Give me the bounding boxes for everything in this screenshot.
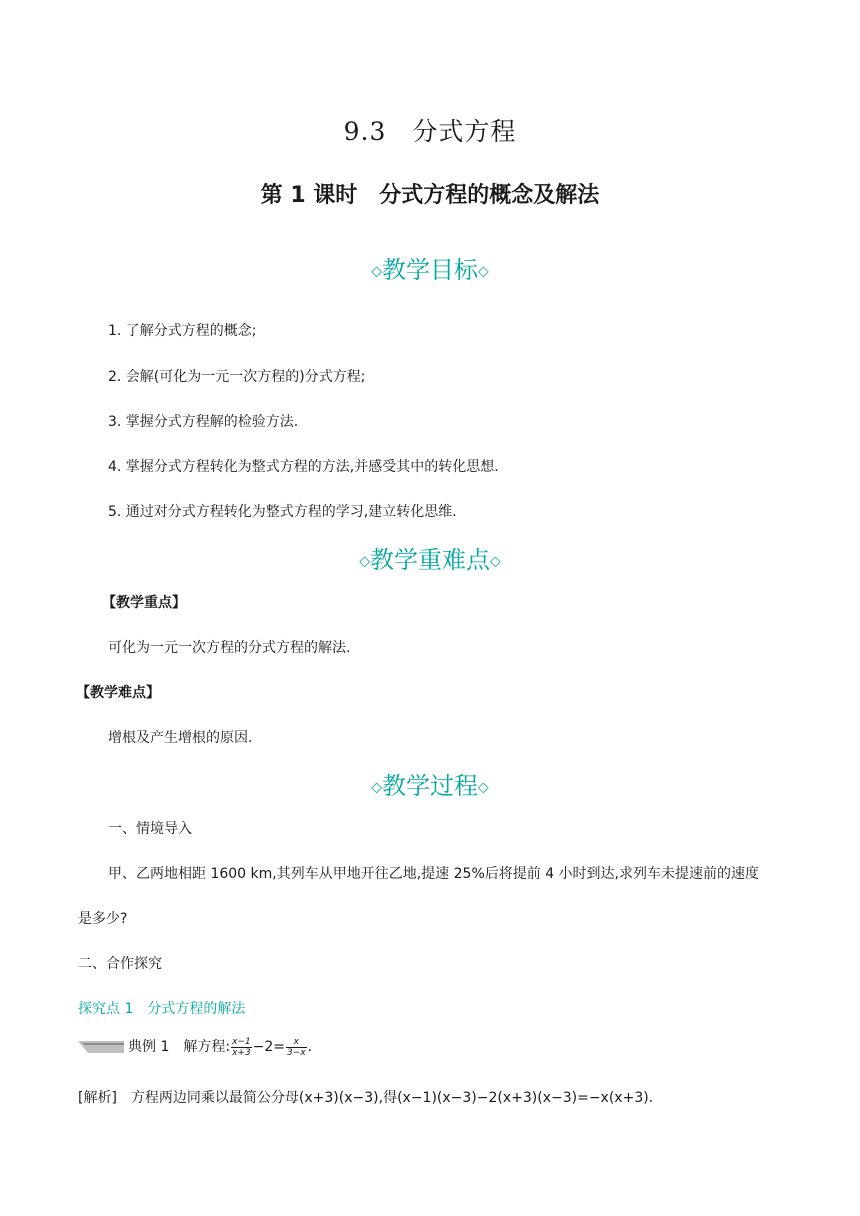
fraction [286,1037,307,1058]
diamond-icon: ◇ [490,553,501,570]
focus-label: 【教学重点】 [102,595,186,611]
example-label: 典例 1 解方程: [128,1039,231,1055]
objective-item: 2. 会解(可化为一元一次方程的)分式方程; [108,369,366,385]
diamond-icon: ◇ [478,263,489,280]
fraction-numerator: x [286,1037,307,1048]
difficulty-text: 增根及产生增根的原因. [108,730,253,746]
example-line [128,1036,312,1058]
section-heading-objectives [0,250,860,285]
section-title: 教学目标 [382,256,478,284]
diamond-icon: ◇ [478,779,489,796]
section-title: 教学过程 [382,772,478,800]
analysis-text: [解析] 方程两边同乘以最简公分母(x+3)(x−3),得(x−1)(x−3)−2(x+3)(x−3)=−x(x+3). [78,1090,654,1106]
diamond-icon: ◇ [371,779,382,796]
focus-text: 可化为一元一次方程的分式方程的解法. [108,640,351,656]
section-heading-process [0,766,860,801]
objective-item: 4. 掌握分式方程转化为整式方程的方法,并感受其中的转化思想. [108,459,499,475]
explore-point-title: 探究点 1 分式方程的解法 [78,1001,246,1017]
lesson-title: 9.3 分式方程 [343,117,517,146]
part1-text-cont: 是多少? [78,911,128,927]
section-title: 教学重难点 [370,546,490,574]
part2-heading: 二、合作探究 [78,956,162,972]
section-heading-keypoints [0,540,860,575]
diamond-icon: ◇ [359,553,370,570]
objective-item: 3. 掌握分式方程解的检验方法. [108,414,299,430]
equation-end: . [307,1039,313,1055]
difficulty-label: 【教学难点】 [76,685,160,701]
part1-heading: 一、情境导入 [108,821,192,837]
fraction [231,1037,252,1058]
fraction-denominator: 3−x [287,1047,306,1058]
objective-item: 5. 通过对分式方程转化为整式方程的学习,建立转化思维. [108,504,457,520]
fraction-denominator: x+3 [232,1047,251,1058]
fraction-numerator: x−1 [232,1036,251,1047]
lesson-subtitle: 第 1 课时 分式方程的概念及解法 [260,183,600,208]
diamond-icon: ◇ [371,263,382,280]
example-bar-icon [78,1041,124,1053]
part1-text: 甲、乙两地相距 1600 km,其列车从甲地开往乙地,提速 25%后将提前 4 小时到达,求列车未提速前的速度 [108,866,759,882]
equation-middle: −2= [252,1039,286,1055]
objective-item: 1. 了解分式方程的概念; [108,323,257,339]
